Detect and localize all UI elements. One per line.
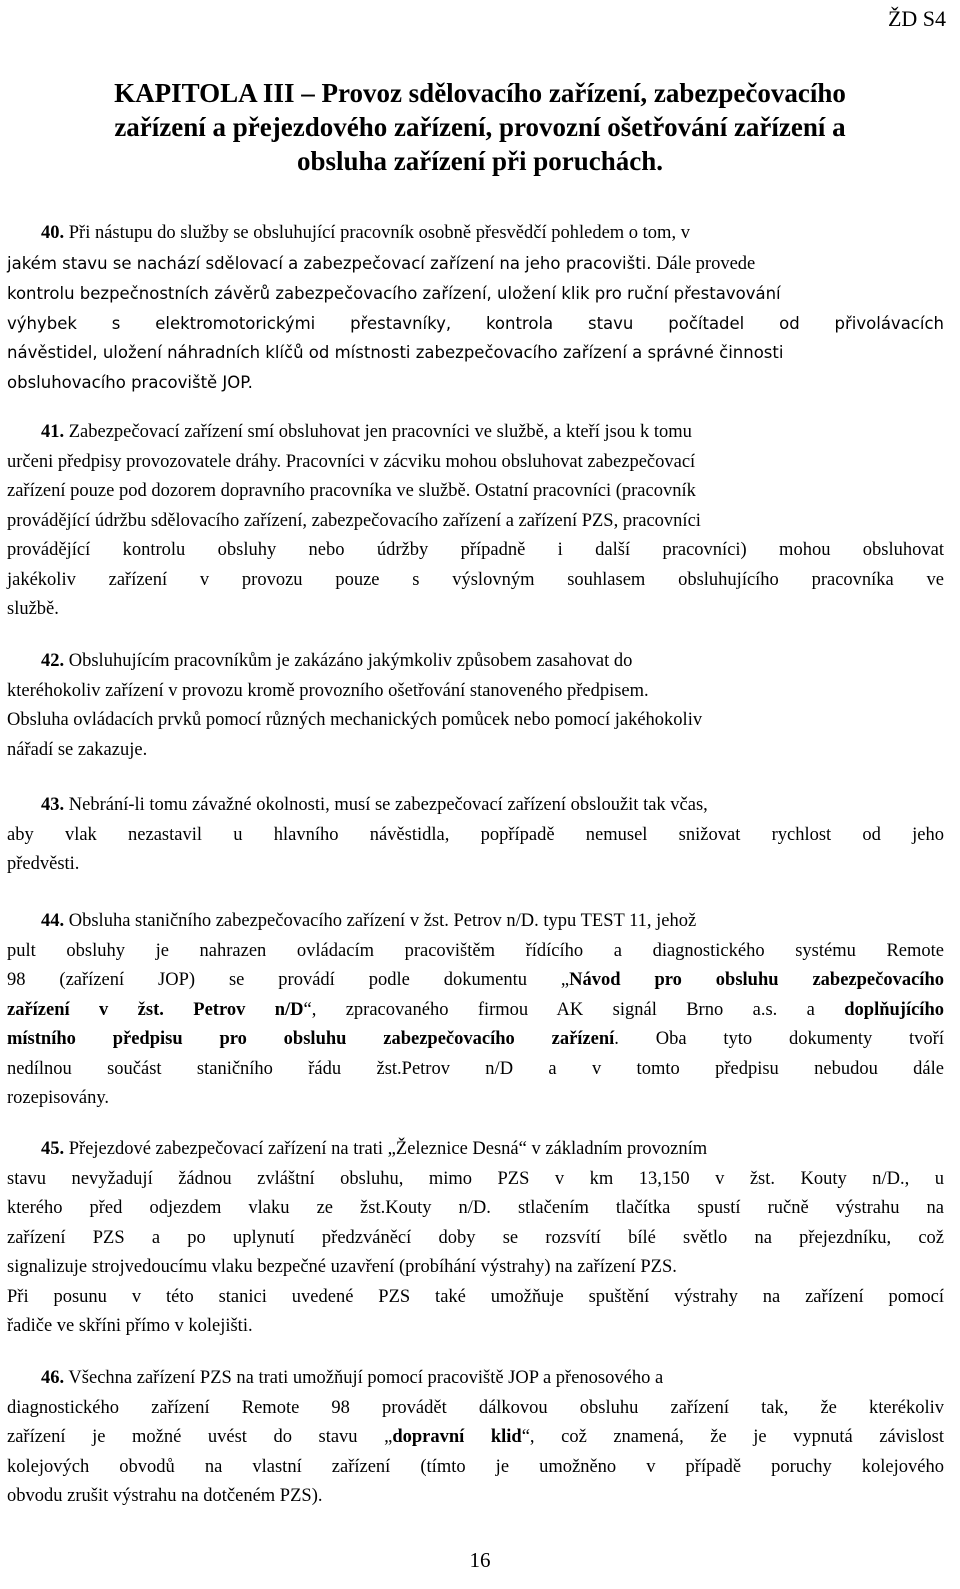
document-code: ŽD S4 (887, 6, 946, 31)
paragraph-line: 42. Obsluhujícím pracovníkům je zakázáno jakýmkoliv způsobem zasahovat do (41, 651, 633, 671)
paragraph-line: řadiče ve skříni přímo v kolejišti. (7, 1316, 253, 1336)
paragraph-line: obvodu zrušit výstrahu na dotčeném PZS). (7, 1486, 323, 1506)
paragraph-42 (7, 647, 944, 765)
paragraph-line: určeni předpisy provozovatele dráhy. Pracovníci v zácviku mohou obsluhovat zabezpečovací (7, 451, 696, 472)
paragraph-line: kteréhokoliv zařízení v provozu kromě provozního ošetřování stanoveného předpisem. (7, 680, 649, 701)
paragraph-line: jakém stavu se nachází sdělovací a zabezpečovací zařízení na jeho pracovišti. Dále provede (7, 253, 756, 274)
paragraph-number: 42. (41, 651, 65, 671)
paragraph-line: 43. Nebrání-li tomu závažné okolnosti, musí se zabezpečovací zařízení obsloužit tak včas, (41, 795, 708, 815)
paragraph-line: jakékoliv zařízení v provozu pouze s výslovným souhlasem obsluhujícího pracovníka ve (7, 569, 944, 590)
paragraph-line: 41. Zabezpečovací zařízení smí obsluhovat jen pracovníci ve službě, a kteří jsou k tomu (41, 422, 692, 442)
paragraph-44 (7, 907, 944, 1114)
paragraph-line: službě. (7, 599, 59, 619)
paragraph-line: nedílnou součást staničního řádu žst.Petrov n/D a v tomto předpisu nebudou dále (7, 1058, 944, 1079)
paragraph-line: 46. Všechna zařízení PZS na trati umožňují pomocí pracoviště JOP a přenosového a (41, 1368, 664, 1388)
paragraph-line: výhybek s elektromotorickými přestavníky, kontrola stavu počítadel od přivolávacích (7, 313, 944, 333)
paragraph-line: zařízení je možné uvést do stavu „dopravní klid“, což znamená, že je vypnutá závislost (7, 1427, 945, 1447)
paragraph-line: nářadí se zakazuje. (7, 739, 148, 760)
paragraph-number: 43. (41, 795, 65, 815)
paragraph-line: 44. Obsluha staničního zabezpečovacího zařízení v žst. Petrov n/D. typu TEST 11, jehož (41, 911, 697, 931)
paragraph-number: 44. (41, 911, 65, 931)
paragraph-number: 45. (41, 1139, 65, 1159)
paragraph-line: pult obsluhy je nahrazen ovládacím pracovištěm řídícího a diagnostického systému Remote (7, 940, 944, 961)
paragraph-line: kontrolu bezpečnostních závěrů zabezpečovacího zařízení, uložení klik pro ruční přestavování (7, 284, 781, 303)
paragraph-line: 40. Při nástupu do služby se obsluhující pracovník osobně přesvědčí pohledem o tom, v (41, 223, 690, 243)
paragraph-46 (7, 1364, 944, 1512)
chapter-title (8, 76, 952, 178)
paragraph-line: obsluhovacího pracoviště JOP. (7, 372, 253, 392)
chapter-title-line: obsluha zařízení při poruchách. (296, 146, 664, 176)
paragraph-line: aby vlak nezastavil u hlavního návěstidla, popřípadě nemusel snižovat rychlost od jeho (7, 824, 944, 845)
paragraph-line: zařízení v žst. Petrov n/D“, zpracovaného firmou AK signál Brno a.s. a doplňujícího (7, 999, 944, 1020)
paragraph-45 (7, 1135, 944, 1342)
paragraph-line: zařízení PZS a po uplynutí předzváněcí doby se rozsvítí bílé světlo na přejezdníku, což (7, 1227, 944, 1248)
paragraph-line: signalizuje strojvedoucímu vlaku bezpečné uzavření (probíhání výstrahy) na zařízení PZS. (7, 1257, 677, 1277)
paragraph-line: diagnostického zařízení Remote 98 provádět dálkovou obsluhu zařízení tak, že kterékoliv (7, 1397, 944, 1418)
paragraph-number: 41. (41, 422, 65, 442)
paragraph-line: místního předpisu pro obsluhu zabezpečovacího zařízení. Oba tyto dokumenty tvoří (7, 1029, 944, 1049)
paragraph-line: stavu nevyžadují žádnou zvláštní obsluhu, mimo PZS v km 13,150 v žst. Kouty n/D., u (7, 1168, 944, 1189)
paragraph-line: 45. Přejezdové zabezpečovací zařízení na trati „Železnice Desná“ v základním provozním (41, 1139, 708, 1159)
paragraph-line: zařízení pouze pod dozorem dopravního pracovníka ve službě. Ostatní pracovníci (pracovník (7, 481, 696, 501)
paragraph-line: kolejových obvodů na vlastní zařízení (tímto je umožněno v případě poruchy kolejového (7, 1456, 944, 1477)
paragraph-line: provádějící údržbu sdělovacího zařízení, zabezpečovacího zařízení a zařízení PZS, pracovníci (7, 510, 701, 531)
paragraph-line: Při posunu v této stanici uvedené PZS také umožňuje spuštění výstrahy na zařízení pomocí (7, 1286, 944, 1307)
paragraph-line: 98 (zařízení JOP) se provádí podle dokumentu „Návod pro obsluhu zabezpečovacího (7, 970, 944, 990)
chapter-title-line: zařízení a přejezdového zařízení, provozní ošetřování zařízení a (114, 112, 846, 142)
paragraph-line: předvěsti. (7, 854, 80, 874)
paragraph-40 (7, 219, 944, 397)
paragraph-line: návěstidel, uložení náhradních klíčů od místnosti zabezpečovacího zařízení a správné činnosti (7, 343, 784, 362)
paragraph-number: 46. (41, 1368, 65, 1388)
paragraph-line: kterého před odjezdem vlaku ze žst.Kouty n/D. stlačením tlačítka spustí ručně výstrahu na (7, 1198, 944, 1218)
paragraph-number: 40. (41, 223, 65, 243)
paragraph-43 (7, 791, 944, 880)
paragraph-line: provádějící kontrolu obsluhy nebo údržby případně i další pracovníci) mohou obsluhovat (7, 540, 944, 560)
paragraph-line: rozepisovány. (7, 1088, 110, 1108)
chapter-title-line: KAPITOLA III – Provoz sdělovacího zařízení, zabezpečovacího (114, 78, 846, 108)
paragraph-41 (7, 418, 944, 625)
paragraph-line: Obsluha ovládacích prvků pomocí různých mechanických pomůcek nebo pomocí jakéhokoliv (7, 710, 703, 730)
page-number: 16 (469, 1548, 491, 1572)
